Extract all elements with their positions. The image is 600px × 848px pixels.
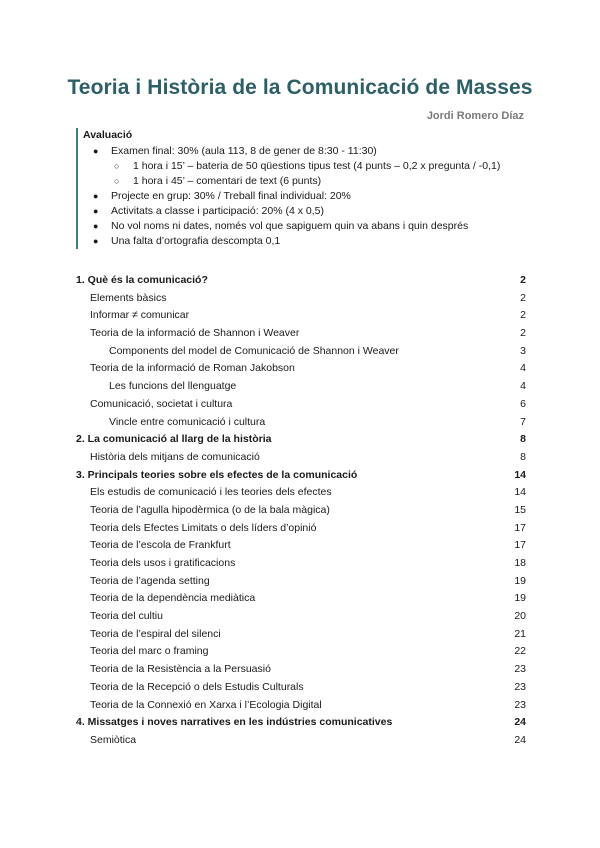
- toc-entry[interactable]: [76, 520, 526, 538]
- evaluation-item-text: Projecte en grup: 30% / Treball final individual: 20%: [111, 190, 351, 202]
- toc-entry[interactable]: [76, 679, 526, 697]
- toc-entry-title: Teoria de la Resistència a la Persuasió: [90, 663, 271, 676]
- toc-entry[interactable]: [76, 325, 526, 343]
- toc-entry-title: Vincle entre comunicació i cultura: [109, 415, 266, 428]
- toc-entry[interactable]: [76, 537, 526, 555]
- toc-entry-page: 18: [514, 557, 526, 569]
- toc-entry[interactable]: [76, 396, 526, 414]
- toc-entry-page: 15: [514, 503, 526, 516]
- toc-entry-page: 2: [520, 309, 526, 322]
- evaluation-item-text: No vol noms ni dates, només vol que sapiguem quin va abans i quin després: [111, 220, 469, 232]
- evaluation-item-text: Una falta d’ortografia descompta 0,1: [111, 235, 281, 247]
- toc-entry-page: 22: [514, 645, 526, 658]
- evaluation-heading: Avaluació: [83, 129, 133, 141]
- toc-entry[interactable]: [76, 449, 526, 467]
- toc-entry-title: 1. Què és la comunicació?: [76, 274, 208, 286]
- toc-entry-page: 4: [520, 380, 526, 393]
- hollow-bullet-icon: ○: [114, 176, 120, 186]
- toc-entry-page: 3: [520, 344, 526, 357]
- toc-entry-page: 6: [520, 397, 526, 410]
- document-author: Jordi Romero Díaz: [426, 110, 524, 122]
- toc-entry-page: 19: [514, 592, 526, 605]
- toc-entry[interactable]: [76, 608, 526, 626]
- evaluation-item-text: 1 hora i 45’ – comentari de text (6 punts): [133, 175, 322, 187]
- toc-entry-page: 23: [514, 680, 526, 693]
- toc-entry-title: 4. Missatges i noves narratives en les indústries comunicatives: [76, 716, 393, 729]
- bullet-icon: ●: [93, 236, 99, 246]
- toc-entry[interactable]: [76, 307, 526, 325]
- toc-entry-title: Teoria de la Connexió en Xarxa i l’Ecologia Digital: [90, 698, 322, 711]
- toc-entry-title: Comunicació, societat i cultura: [90, 397, 233, 410]
- toc-entry-page: 19: [514, 574, 526, 587]
- evaluation-item: [83, 204, 533, 219]
- toc-entry-page: 24: [514, 733, 526, 746]
- toc-entry[interactable]: [76, 697, 526, 715]
- toc-entry-title: Teoria del cultiu: [90, 610, 163, 623]
- toc-entry-page: 2: [520, 291, 526, 304]
- toc-entry-title: Teoria de la informació de Roman Jakobson: [90, 362, 295, 375]
- bullet-icon: ●: [93, 191, 99, 201]
- toc-entry-page: 17: [514, 521, 526, 534]
- hollow-bullet-icon: ○: [114, 161, 120, 171]
- toc-entry-page: 8: [520, 433, 526, 446]
- bullet-icon: ●: [93, 221, 99, 231]
- toc-entry[interactable]: [76, 272, 526, 290]
- evaluation-block: [76, 128, 533, 249]
- toc-entry-title: Teoria de la dependència mediàtica: [90, 592, 256, 605]
- bullet-icon: ●: [93, 146, 99, 156]
- toc-entry[interactable]: [76, 626, 526, 644]
- toc-entry-title: Components del model de Comunicació de Shannon i Weaver: [109, 344, 399, 357]
- toc-entry-title: Teoria dels usos i gratificacions: [90, 557, 236, 569]
- toc-entry-title: Les funcions del llenguatge: [109, 380, 237, 393]
- evaluation-item: [83, 159, 533, 174]
- evaluation-item: [83, 234, 533, 249]
- toc-entry-title: Teoria del marc o framing: [90, 645, 209, 658]
- toc-entry-title: Teoria de l’agenda setting: [90, 574, 210, 587]
- toc-entry-page: 23: [514, 698, 526, 711]
- toc-entry[interactable]: [76, 378, 526, 396]
- toc-entry-page: 8: [520, 450, 526, 463]
- toc-entry-title: Elements bàsics: [90, 291, 167, 304]
- toc-entry[interactable]: [76, 431, 526, 449]
- evaluation-item: [83, 144, 533, 159]
- evaluation-item-text: Activitats a classe i participació: 20% (4 x 0,5): [111, 205, 325, 217]
- toc-entry-page: 14: [514, 468, 526, 481]
- toc-entry-title: Història dels mitjans de comunicació: [90, 450, 260, 463]
- evaluation-list: [83, 144, 533, 249]
- toc-entry[interactable]: [76, 590, 526, 608]
- toc-entry[interactable]: [76, 573, 526, 591]
- toc-entry[interactable]: [76, 414, 526, 432]
- evaluation-item-text: Examen final: 30% (aula 113, 8 de gener de 8:30 - 11:30): [111, 145, 377, 157]
- toc-entry[interactable]: [76, 290, 526, 308]
- toc-entry-title: Teoria de l’agulla hipodèrmica (o de la bala màgica): [90, 503, 330, 516]
- toc-entry-page: 4: [520, 362, 526, 375]
- toc-entry-page: 2: [520, 327, 526, 340]
- table-of-contents: [76, 272, 526, 750]
- toc-entry[interactable]: [76, 343, 526, 361]
- toc-entry-title: Els estudis de comunicació i les teories dels efectes: [90, 486, 332, 499]
- toc-entry-title: 2. La comunicació al llarg de la història: [76, 433, 272, 446]
- evaluation-item: [83, 219, 533, 234]
- evaluation-item: [83, 189, 533, 204]
- toc-entry-title: Teoria dels Efectes Limitats o dels líders d’opinió: [90, 521, 317, 534]
- toc-entry-title: 3. Principals teories sobre els efectes de la comunicació: [76, 468, 358, 481]
- toc-entry-page: 2: [520, 274, 526, 286]
- toc-entry-page: 24: [514, 716, 526, 729]
- toc-entry[interactable]: [76, 484, 526, 502]
- toc-entry-title: Informar ≠ comunicar: [90, 309, 190, 322]
- evaluation-item: [83, 174, 533, 189]
- toc-entry[interactable]: [76, 360, 526, 378]
- toc-entry[interactable]: [76, 661, 526, 679]
- toc-entry-page: 23: [514, 663, 526, 676]
- toc-entry-title: Teoria de l’espiral del silenci: [90, 627, 221, 640]
- toc-entry[interactable]: [76, 732, 526, 750]
- toc-entry-page: 17: [514, 539, 526, 552]
- toc-entry[interactable]: [76, 555, 526, 573]
- toc-entry-title: Teoria de la Recepció o dels Estudis Culturals: [90, 680, 304, 693]
- toc-entry[interactable]: [76, 714, 526, 732]
- toc-entry[interactable]: [76, 643, 526, 661]
- toc-entry-page: 7: [520, 415, 526, 428]
- evaluation-item-text: 1 hora i 15’ – bateria de 50 qüestions tipus test (4 punts – 0,2 x pregunta / -0,1): [133, 160, 501, 172]
- toc-entry-page: 20: [514, 610, 526, 623]
- toc-entry-title: Semiòtica: [90, 733, 137, 746]
- toc-entry-page: 14: [514, 486, 526, 499]
- toc-entry-title: Teoria de la informació de Shannon i Weaver: [90, 327, 300, 340]
- bullet-icon: ●: [93, 206, 99, 216]
- toc-entry[interactable]: [76, 467, 526, 485]
- toc-entry[interactable]: [76, 502, 526, 520]
- toc-entry-page: 21: [514, 627, 526, 640]
- toc-entry-title: Teoria de l’escola de Frankfurt: [90, 539, 231, 552]
- document-title: Teoria i Història de la Comunicació de Masses: [67, 76, 533, 99]
